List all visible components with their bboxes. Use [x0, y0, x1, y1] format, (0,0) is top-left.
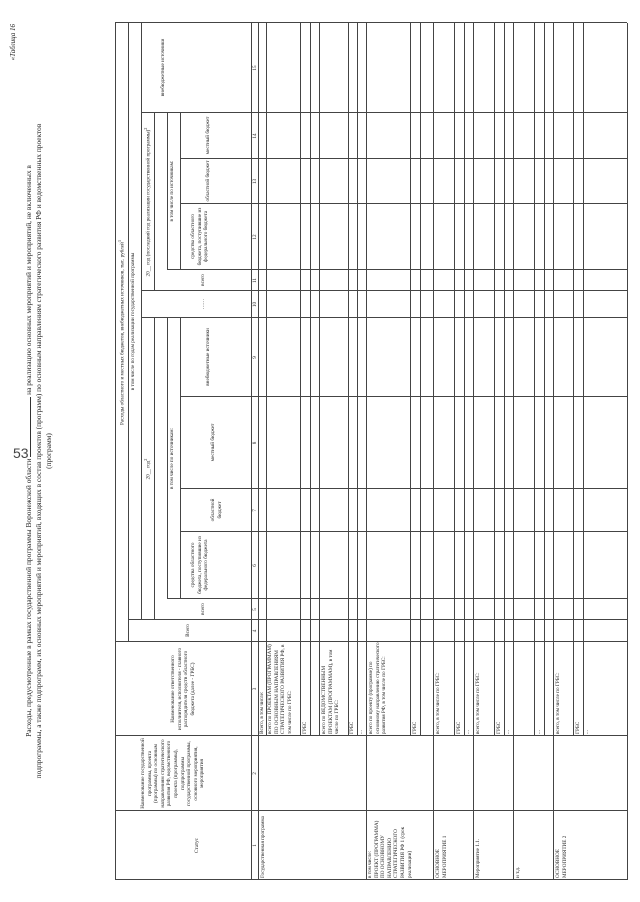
header-dots: ……: [200, 298, 206, 310]
header-year-last-extra: внебюджетные источники: [160, 38, 166, 97]
row-grbs: ГРБС: [302, 721, 308, 734]
page-number: 53: [13, 445, 29, 461]
col-number: 3: [252, 687, 258, 691]
row-status-main2: ОСНОВНОЕ МЕРОПРИЯТИЕ 2: [555, 835, 568, 878]
col-number: 2: [252, 772, 258, 775]
header-year1-by-sources: в том числе по источникам:: [169, 428, 175, 489]
table-label: «Таблица 16: [9, 24, 17, 61]
row-dept-projects: всего по ВЕДОМСТВЕННЫМ ПРОЕКТАМ (ПРОГРАММАМ), в том числе по ГРБС:: [321, 649, 341, 734]
row-event-total: всего, в том числе по ГРБС:: [475, 672, 481, 734]
row-status-etc: и т.д.: [515, 866, 521, 878]
row-status-main1: ОСНОВНОЕ МЕРОПРИЯТИЕ 1: [435, 835, 448, 878]
row-total: Всего, в том числе:: [259, 691, 265, 734]
col-number: 5: [252, 608, 258, 611]
header-year1-extra: внебюджетные источники: [205, 328, 211, 386]
row-ellipsis: ...: [465, 730, 471, 734]
row-grbs: ГРБС: [349, 721, 355, 734]
col-number: 1: [252, 844, 258, 847]
row-grbs: ГРБС: [496, 721, 502, 734]
row-status-event: Мероприятие 1.1.: [475, 839, 481, 878]
col-number: 15: [252, 65, 258, 71]
header-year1: 20__ год$^2$: [143, 458, 152, 480]
col-number: 7: [252, 509, 258, 512]
row-ellipsis: ...: [505, 730, 511, 734]
col-number: 11: [252, 278, 258, 283]
col-number: 6: [252, 564, 258, 567]
row-ellipsis: ...: [358, 730, 364, 734]
header-year-last-federal: средства областного бюджета, поступившие из федерального бюджета: [190, 207, 210, 266]
row-grbs: ГРБС: [575, 721, 581, 734]
col-number: 9: [252, 356, 258, 359]
row-projects-total: всего по ПРОЕКТАМ (ПРОГРАММАМ) ПО ОСНОВНЫМ НАПРАВЛЕНИЯМ СТРАТЕГИЧЕСКОГО РАЗВИТИЯ РФ, в том числе по ГРБС:: [267, 644, 293, 734]
row-main2-total: всего, в том числе по ГРБС:: [555, 672, 561, 734]
header-total: Всего: [185, 624, 191, 637]
col-number: 12: [252, 234, 258, 240]
col-number: 4: [252, 629, 258, 633]
header-year-last-local: местный бюджет: [205, 116, 211, 155]
heading-line1-tail: на реализацию основных мероприятий и мероприятий, не включенных в: [24, 165, 33, 395]
col-number: 8: [252, 441, 258, 445]
heading-line2: подпрограммы, а также подпрограмм, их основных мероприятий и мероприятий, входящих в состав проектов (программ) по основным направлениям стратегического развития РФ и ведомственных проектов: [34, 123, 43, 779]
heading-line1: Расходы, предусмотренные в рамках государственной программы Воронежской области: [24, 458, 33, 737]
row-status-program: Государственная программа: [260, 816, 266, 878]
header-year-last-all: всего: [200, 274, 206, 286]
row-grbs: ГРБС: [456, 721, 462, 734]
row-ellipsis: ...: [536, 730, 542, 734]
header-year-last-regional: областной бюджет: [205, 160, 211, 202]
header-year-last-by-sources: в том числе по источникам:: [169, 160, 175, 222]
col-number: 14: [252, 133, 258, 139]
header-by-years: в том числе по годам реализации государственной программы: [130, 252, 136, 391]
header-year-last: 20__ год (последний год реализации государственной программы)$^2$: [143, 127, 152, 277]
row-ellipsis: ...: [584, 730, 590, 734]
row-grbs: ГРБС: [412, 721, 418, 734]
header-expenses-title: Расходы областного и местных бюджетов, внебюджетных источников, тыс. рублей$^1$: [117, 239, 126, 426]
heading-line3: (программ): [44, 433, 53, 469]
row-main1-total: всего, в том числе по ГРБС:: [435, 672, 441, 734]
header-year1-all: всего: [200, 603, 206, 615]
col-number: 10: [252, 301, 258, 308]
col-number: 13: [252, 178, 258, 185]
header-executor: Наименование ответственного исполнителя, исполнителя - главного распорядителя средств областного бюджета (далее - ГРБС): [170, 647, 196, 731]
header-name: Наименование государственной программы, проекта (программы) по основным направлениям стратегического развития РФ, ведомственного проекта (программы), подпрограммы государственной программы, основного мероприятия, мероприятия: [140, 738, 206, 809]
row-project-total: всего по проекту (программе) по основному направлению стратегического развития РФ, в том числе по ГРБС:: [368, 642, 388, 734]
header-status: Статус: [194, 838, 200, 853]
header-year1-local: местный бюджет: [210, 423, 216, 462]
header-year1-regional: областной бюджет: [210, 498, 223, 522]
header-year1-federal: средства областного бюджета, поступившие из федерального бюджета: [190, 536, 210, 594]
row-status-project: в том числе: ПРОЕКТ (ПРОГРАММА) ПО ОСНОВНОМУ НАПРАВЛЕНИЮ СТРАТЕГИЧЕСКОГО РАЗВИТИЯ РФ 1 (срок реализации): [367, 820, 413, 878]
